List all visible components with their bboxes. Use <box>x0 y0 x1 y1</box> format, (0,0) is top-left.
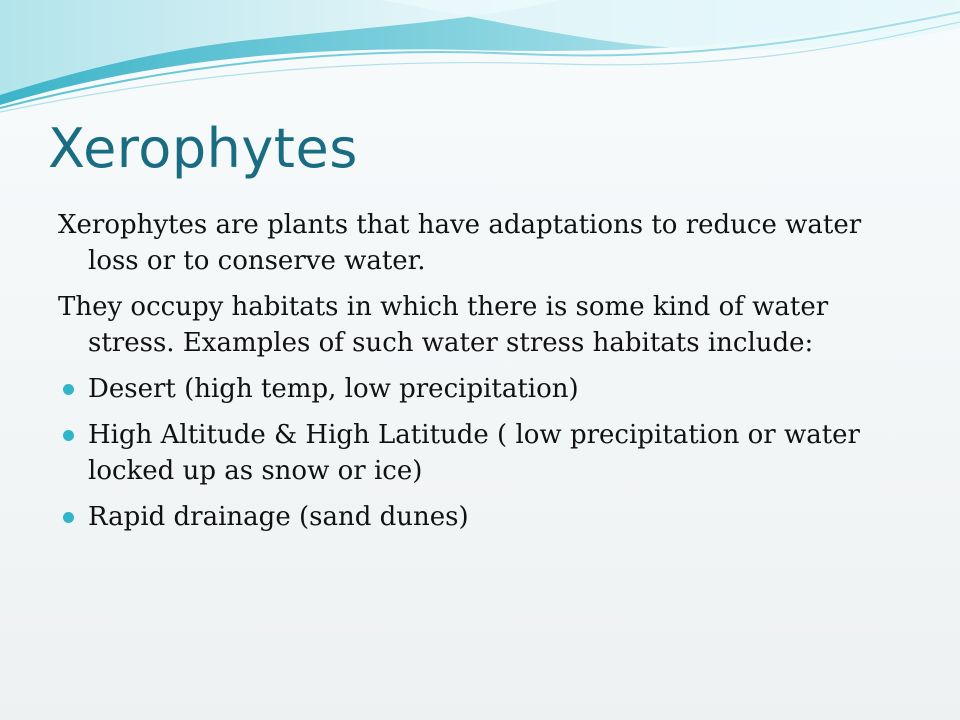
body-paragraph: They occupy habitats in which there is some kind of water stress. Examples of such water stress habitats include: <box>58 292 829 358</box>
bullet-item <box>58 371 908 407</box>
body-paragraph: Xerophytes are plants that have adaptations to reduce water loss or to conserve water. <box>58 210 862 276</box>
slide-body <box>58 207 908 545</box>
bullet-dot-icon <box>63 512 74 523</box>
bullet-item <box>58 499 908 535</box>
header-wave-decoration <box>0 0 960 115</box>
bullet-item <box>58 417 908 489</box>
slide-title: Xerophytes <box>48 117 358 180</box>
bullet-text: High Altitude & High Latitude ( low precipitation or water locked up as snow or ice) <box>88 420 860 486</box>
bullet-text: Desert (high temp, low precipitation) <box>88 374 579 404</box>
bullet-dot-icon <box>63 430 74 441</box>
bullet-text: Rapid drainage (sand dunes) <box>88 502 469 532</box>
bullet-dot-icon <box>63 384 74 395</box>
